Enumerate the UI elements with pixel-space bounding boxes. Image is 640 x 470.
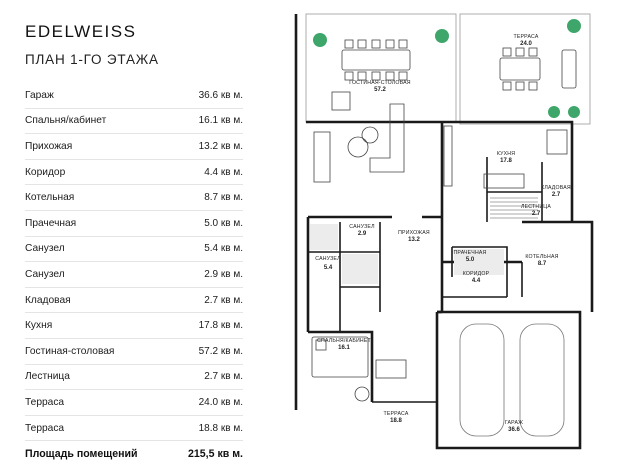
label-boiler-name: КОТЕЛЬНАЯ <box>525 254 559 260</box>
label-storage-value: 2.7 <box>551 192 561 198</box>
room-name: Гараж <box>25 89 54 101</box>
room-area: 2.7 кв м. <box>204 371 243 383</box>
room-area: 5.4 кв м. <box>204 243 243 255</box>
room-name: Санузел <box>25 268 65 280</box>
room-name: Гостиная-столовая <box>25 345 115 357</box>
label-wc2-value: 5.4 <box>323 265 333 271</box>
label-terrace2-value: 18.8 <box>390 418 402 424</box>
room-area: 5.0 кв м. <box>204 217 243 229</box>
label-living-name: ГОСТИНАЯ-СТОЛОВАЯ <box>349 80 411 86</box>
label-kitchen-name: КУХНЯ <box>496 151 516 157</box>
room-name: Терраса <box>25 396 65 408</box>
sofa-group <box>314 92 404 182</box>
floor-plan <box>292 12 622 464</box>
room-name: Кладовая <box>25 294 71 306</box>
room-area: 16.1 кв м. <box>198 115 243 127</box>
label-terrace1-value: 24.0 <box>520 41 532 47</box>
room-area: 57.2 кв м. <box>198 345 243 357</box>
page-subtitle: ПЛАН 1-ГО ЭТАЖА <box>25 52 159 67</box>
label-garage-name: ГАРАЖ <box>504 420 524 426</box>
floor-wc2 <box>342 254 378 284</box>
label-wc1-name: САНУЗЕЛ <box>349 224 375 230</box>
room-row <box>25 109 243 135</box>
room-row <box>25 365 243 391</box>
label-stairs-name: ЛЕСТНИЦА <box>521 204 551 210</box>
room-row <box>25 288 243 314</box>
label-terrace1-name: ТЕРРАСА <box>513 34 539 40</box>
floor-wc <box>310 224 338 250</box>
label-laundry-name: ПРАЧЕЧНАЯ <box>453 250 487 256</box>
room-name: Котельная <box>25 192 75 204</box>
dining-table <box>342 40 410 80</box>
room-name: Прихожая <box>25 140 73 152</box>
total-area: 215,5 кв м. <box>188 448 243 461</box>
room-area: 2.9 кв м. <box>204 268 243 280</box>
legend-panel <box>0 0 262 470</box>
room-name: Санузел <box>25 243 65 255</box>
living-outline <box>306 14 456 122</box>
room-row <box>25 185 243 211</box>
total-label: Площадь помещений <box>25 448 138 461</box>
room-area: 17.8 кв м. <box>198 320 243 332</box>
room-area: 36.6 кв м. <box>198 89 243 101</box>
label-living-value: 57.2 <box>374 87 386 93</box>
kitchen-units <box>444 126 567 188</box>
room-row <box>25 416 243 442</box>
label-kitchen-value: 17.8 <box>500 158 512 164</box>
total-row <box>25 441 243 467</box>
room-list <box>25 83 243 467</box>
room-row <box>25 83 243 109</box>
room-row <box>25 211 243 237</box>
room-row <box>25 262 243 288</box>
room-name: Кухня <box>25 320 53 332</box>
floor-plan-drawing <box>292 12 622 464</box>
label-wc1-value: 2.9 <box>357 231 367 237</box>
room-name: Коридор <box>25 166 66 178</box>
room-row <box>25 390 243 416</box>
room-row <box>25 339 243 365</box>
label-garage-value: 36.6 <box>508 427 520 433</box>
terrace-dining <box>500 48 576 90</box>
room-name: Прачечная <box>25 217 77 229</box>
label-stairs-value: 2.7 <box>531 211 541 217</box>
room-row <box>25 313 243 339</box>
room-area: 24.0 кв м. <box>198 396 243 408</box>
label-storage-name: КЛАДОВАЯ <box>541 185 571 191</box>
room-area: 8.7 кв м. <box>204 192 243 204</box>
room-area: 4.4 кв м. <box>204 166 243 178</box>
bedroom-furniture <box>312 337 406 401</box>
label-corridor-value: 4.4 <box>471 278 481 284</box>
label-laundry-value: 5.0 <box>465 257 475 263</box>
room-area: 2.7 кв м. <box>204 294 243 306</box>
room-row <box>25 160 243 186</box>
label-bedroom-name: СПАЛЬНЯ/КАБИНЕТ <box>317 338 371 344</box>
label-wc2-name: САНУЗЕЛ <box>315 256 341 262</box>
room-row <box>25 237 243 263</box>
room-row <box>25 134 243 160</box>
room-name: Лестница <box>25 371 70 383</box>
label-corridor-name: КОРИДОР <box>462 271 490 277</box>
brand-title: EDELWEISS <box>25 22 137 41</box>
plants <box>313 19 581 118</box>
room-area: 18.8 кв м. <box>198 422 243 434</box>
label-bedroom-value: 16.1 <box>338 345 350 351</box>
label-boiler-value: 8.7 <box>537 261 547 267</box>
label-hall-value: 13.2 <box>408 237 420 243</box>
room-name: Спальня/кабинет <box>25 115 107 127</box>
room-name: Терраса <box>25 422 65 434</box>
label-terrace2-name: ТЕРРАСА <box>383 411 409 417</box>
label-hall-name: ПРИХОЖАЯ <box>398 230 430 236</box>
room-area: 13.2 кв м. <box>198 140 243 152</box>
